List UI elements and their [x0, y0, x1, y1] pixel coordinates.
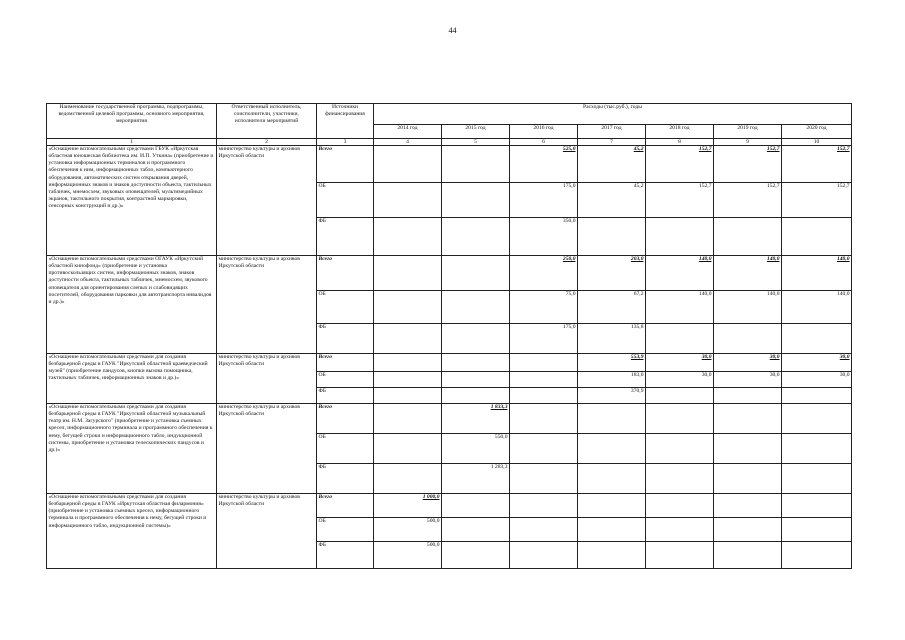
funding-source: Всего: [317, 494, 374, 518]
expense-value: [782, 388, 852, 404]
funding-source: ФБ: [317, 542, 374, 569]
expense-value: [374, 464, 442, 494]
column-number: 6: [510, 139, 578, 146]
header-year: 2020 год: [782, 125, 852, 139]
table-row: [47, 146, 852, 183]
expense-value: [510, 464, 578, 494]
expense-value: [578, 518, 646, 542]
expense-value: 75,0: [510, 291, 578, 324]
expense-value: 30,0: [646, 354, 714, 372]
expense-value: [442, 518, 510, 542]
expense-value: 135,8: [578, 324, 646, 354]
column-number: 2: [217, 139, 317, 146]
expense-value: [442, 256, 510, 291]
measure-name: «Оснащение вспомогательными средствами для создания безбарьерной среды в ГАУК "Иркутский областной музыкальный театр им. Н.М. Загурского" (приобретение и установка съемных кресел, информационного терминала и программного обеспечения к нему, бегущей строки и информационного табло, индукционной системы, приобретение и установка телескопических пандусов и др.)»: [47, 404, 217, 494]
expense-value: 45,2: [578, 183, 646, 218]
expense-value: [578, 404, 646, 434]
expense-value: 67,2: [578, 291, 646, 324]
expense-value: [510, 404, 578, 434]
expense-value: 370,9: [578, 388, 646, 404]
responsible-executor: министерство культуры и архивов Иркутской области: [217, 146, 317, 256]
funding-source: ФБ: [317, 324, 374, 354]
expense-value: 30,0: [714, 354, 782, 372]
expense-value: [374, 324, 442, 354]
measure-name: «Оснащение вспомогательными средствами для создания безбарьерной среды в ГАУК «Иркутская областная филармония» (приобретение и установка съемных кресел, информационного терминала и программного обеспечения к нему, бегущей строки и информационного табло, индукционной системы)»: [47, 494, 217, 569]
funding-source: ФБ: [317, 218, 374, 256]
responsible-executor: министерство культуры и архивов Иркутской области: [217, 404, 317, 494]
expense-value: 140,0: [646, 256, 714, 291]
expense-value: [442, 183, 510, 218]
expense-value: [510, 542, 578, 569]
expense-value: 30,0: [646, 372, 714, 388]
expense-value: [442, 372, 510, 388]
expense-value: 183,0: [578, 372, 646, 388]
column-number-row: [47, 139, 852, 146]
expense-value: [374, 218, 442, 256]
expense-value: [374, 291, 442, 324]
funding-source: Всего: [317, 354, 374, 372]
expense-value: 30,0: [714, 372, 782, 388]
expense-value: [442, 291, 510, 324]
expense-value: [782, 218, 852, 256]
funding-source: ОБ: [317, 434, 374, 464]
expense-value: [646, 388, 714, 404]
expense-value: 175,0: [510, 183, 578, 218]
funding-source: ФБ: [317, 388, 374, 404]
expense-value: [442, 542, 510, 569]
expense-value: [374, 388, 442, 404]
expense-value: [646, 518, 714, 542]
table-row: [47, 494, 852, 518]
expense-value: [646, 494, 714, 518]
expense-value: [714, 494, 782, 518]
column-number: 1: [47, 139, 217, 146]
expense-value: 500,0: [374, 518, 442, 542]
column-number: 7: [578, 139, 646, 146]
funding-source: ОБ: [317, 291, 374, 324]
expense-value: [714, 518, 782, 542]
expense-value: 203,0: [578, 256, 646, 291]
expense-value: [510, 354, 578, 372]
header-year: 2017 год: [578, 125, 646, 139]
expense-value: [374, 434, 442, 464]
expense-value: [578, 434, 646, 464]
header-year: 2019 год: [714, 125, 782, 139]
expense-value: [442, 324, 510, 354]
expense-value: [442, 494, 510, 518]
header-row-1: [47, 104, 852, 125]
expense-value: [714, 464, 782, 494]
expense-value: 45,2: [578, 146, 646, 183]
header-expenses: Расходы (тыс.руб.), годы: [374, 104, 852, 125]
responsible-executor: министерство культуры и архивов Иркутской области: [217, 354, 317, 404]
column-number: 4: [374, 139, 442, 146]
responsible-executor: министерство культуры и архивов Иркутской области: [217, 494, 317, 569]
expense-value: [714, 434, 782, 464]
expense-value: [646, 218, 714, 256]
column-number: 3: [317, 139, 374, 146]
expense-value: [442, 146, 510, 183]
column-number: 8: [646, 139, 714, 146]
expense-value: [510, 494, 578, 518]
expense-value: [578, 464, 646, 494]
expense-value: [442, 388, 510, 404]
expense-value: 152,7: [782, 146, 852, 183]
expense-value: [714, 404, 782, 434]
expense-value: [646, 434, 714, 464]
header-name: Наименование государственной программы, подпрограммы, ведомственной целевой программы, основного мероприятия, мероприятия: [47, 104, 217, 139]
column-number: 9: [714, 139, 782, 146]
table-body: [47, 146, 852, 569]
expense-value: 140,0: [714, 256, 782, 291]
expense-value: [374, 354, 442, 372]
measure-name: «Оснащение вспомогательными средствами ГБУК «Иркутская областная юношеская библиотека им. И.П. Уткина» (приобретение и установка информационных терминалов и программного обеспечения к ним, информационных табло, компьютерного оборудования, автоматических систем открывания дверей, информационных знаков и знаков доступности объекта, тактильных табличек, мнемосхем, звуковых оповещателей, мультимедийных экранов, тактильного покрытия, контрастной маркировки, сенсорных конструкций и др.)»: [47, 146, 217, 256]
expense-value: [442, 354, 510, 372]
responsible-executor: министерство культуры и архивов Иркутской области: [217, 256, 317, 354]
expense-value: 152,7: [714, 146, 782, 183]
expense-value: 500,0: [374, 542, 442, 569]
funding-source: Всего: [317, 404, 374, 434]
expense-value: 250,0: [510, 256, 578, 291]
expense-value: 1 833,3: [442, 404, 510, 434]
page-number: 44: [448, 26, 457, 35]
header-year: 2018 год: [646, 125, 714, 139]
expense-value: 175,0: [510, 324, 578, 354]
expense-value: [646, 542, 714, 569]
expense-value: [782, 464, 852, 494]
measure-name: «Оснащение вспомогательными средствами ОГАУК «Иркутский областной кинофонд» (приобретение и установка противоскользящих систем, информационных знаков, знаков доступности объекта, тактильных табличек, мнемосхем, звукового оповещателя для ориентирования слепых и слабовидящих посетителей, оборудования парковки для автотранспорта инвалидов и др.)»: [47, 256, 217, 354]
column-number: 10: [782, 139, 852, 146]
expense-value: [578, 218, 646, 256]
funding-source: Всего: [317, 256, 374, 291]
expense-value: [510, 518, 578, 542]
expense-value: [374, 404, 442, 434]
expense-value: [782, 518, 852, 542]
expense-value: [578, 542, 646, 569]
funding-source: ОБ: [317, 518, 374, 542]
expense-value: 140,0: [782, 256, 852, 291]
expense-value: 152,7: [646, 146, 714, 183]
expense-value: [578, 494, 646, 518]
expense-value: [714, 388, 782, 404]
expense-value: [510, 434, 578, 464]
funding-source: ФБ: [317, 464, 374, 494]
table-row: [47, 256, 852, 291]
funding-source: ОБ: [317, 183, 374, 218]
header-source: Источники финансирования: [317, 104, 374, 139]
expense-value: [510, 372, 578, 388]
expense-value: [782, 542, 852, 569]
expense-value: 350,0: [510, 218, 578, 256]
expense-value: [646, 464, 714, 494]
expense-value: [374, 256, 442, 291]
expense-value: 553,9: [578, 354, 646, 372]
expense-value: [714, 218, 782, 256]
funding-source: ОБ: [317, 372, 374, 388]
header-responsible: Ответственный исполнитель, соисполнители, участники, исполнители мероприятий: [217, 104, 317, 139]
expense-value: 1 000,0: [374, 494, 442, 518]
expense-value: [646, 404, 714, 434]
header-year: 2015 год: [442, 125, 510, 139]
expense-value: [374, 372, 442, 388]
funding-source: Всего: [317, 146, 374, 183]
header-year: 2016 год: [510, 125, 578, 139]
expense-value: [374, 183, 442, 218]
expense-value: [782, 434, 852, 464]
expense-value: 1 283,3: [442, 464, 510, 494]
expense-value: [782, 494, 852, 518]
expense-value: 140,0: [646, 291, 714, 324]
expense-value: 30,0: [782, 354, 852, 372]
expense-value: [782, 404, 852, 434]
expense-value: 152,7: [714, 183, 782, 218]
expense-value: 152,7: [646, 183, 714, 218]
expense-value: [782, 324, 852, 354]
header-year: 2014 год: [374, 125, 442, 139]
expense-value: [374, 146, 442, 183]
expense-value: [510, 388, 578, 404]
expense-value: [714, 324, 782, 354]
expense-value: 152,7: [782, 183, 852, 218]
expense-value: 140,0: [714, 291, 782, 324]
expense-value: [714, 542, 782, 569]
expense-value: 140,0: [782, 291, 852, 324]
expense-value: 525,0: [510, 146, 578, 183]
expense-value: [646, 324, 714, 354]
expense-value: 550,0: [442, 434, 510, 464]
expense-value: 30,0: [782, 372, 852, 388]
expense-value: [442, 218, 510, 256]
budget-table: [46, 103, 852, 569]
column-number: 5: [442, 139, 510, 146]
measure-name: «Оснащение вспомогательными средствами для создания безбарьерной среды в ГАУК "Иркутский областной краеведческий музей" (приобретение пандусов, кнопки вызова помощника, тактильных табличек, информационных знаков и др.)»: [47, 354, 217, 404]
table-row: [47, 354, 852, 372]
table-row: [47, 404, 852, 434]
